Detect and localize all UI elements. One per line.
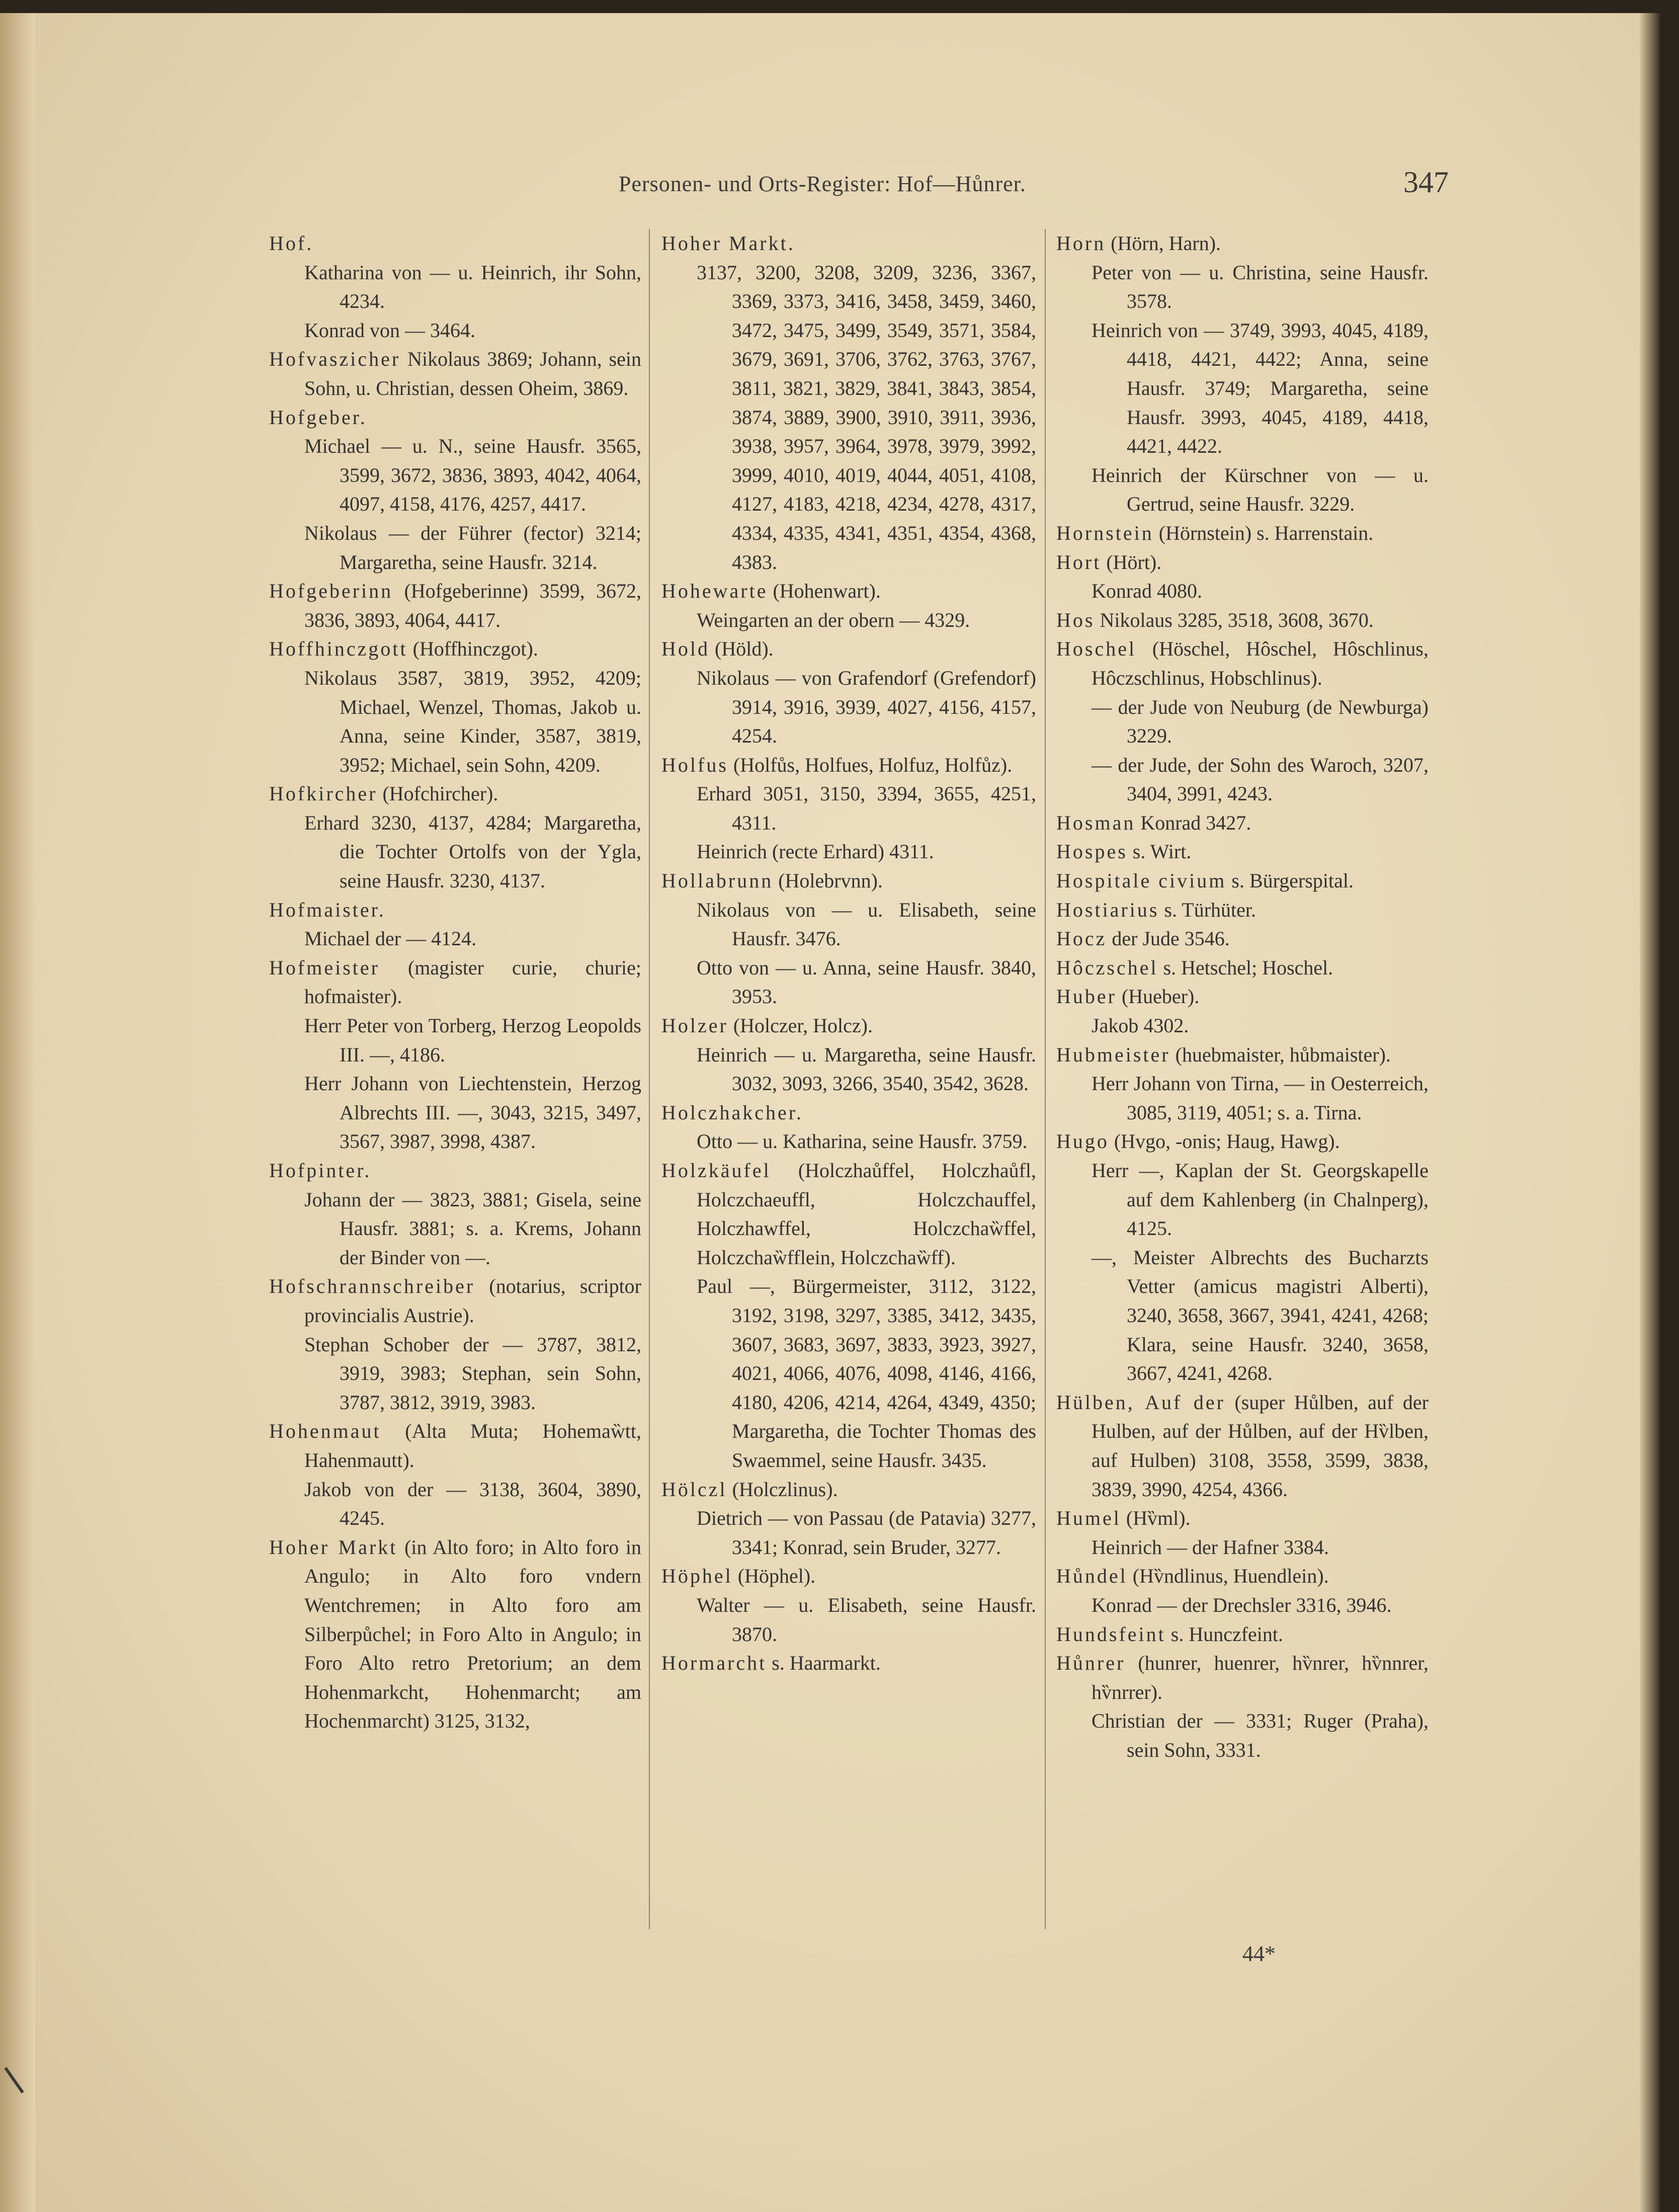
index-entry: [1056, 866, 1429, 895]
index-entry: [1056, 1040, 1429, 1070]
index-entry: [1056, 895, 1429, 925]
index-subentry: Herr Johann von Liechtenstein, Herzog Albrechts III. —, 3043, 3215, 3497, 3567, 3987, 3998, 4387.: [304, 1072, 641, 1153]
index-subentry: Michael der — 4124.: [304, 927, 477, 950]
entry-text: (Hueber).: [1116, 985, 1200, 1008]
index-entry: [661, 577, 1036, 606]
entry-headword: Hort: [1056, 550, 1102, 574]
entry-text: s. Bürgerspital.: [1226, 869, 1354, 892]
entry-headword: Holzkäufel: [661, 1159, 771, 1182]
index-entry: [1056, 229, 1429, 258]
index-subentry: Stephan Schober der — 3787, 3812, 3919, 3983; Stephan, sein Sohn, 3787, 3812, 3919, 3983.: [304, 1333, 641, 1414]
entry-text: (hunrer, huenrer, hv̏nrer, hv̏nnrer, hv̏nrrer).: [1092, 1652, 1429, 1703]
signature-mark: 44*: [1242, 1941, 1276, 1966]
entry-headword: Hůnrer: [1056, 1652, 1126, 1675]
entry-text: s. Haarmarkt.: [767, 1652, 881, 1675]
index-entry: [1056, 1127, 1429, 1156]
entry-text: (Hofchircher).: [377, 782, 498, 805]
index-entry: [269, 345, 641, 402]
index-subentry: Nikolaus 3587, 3819, 3952, 4209; Michael, Wenzel, Thomas, Jakob u. Anna, seine Kinder, 3587, 3819, 3952; Michael, sein Sohn, 4209.: [304, 666, 641, 776]
entry-headword: Hofkircher: [269, 782, 378, 805]
entry-headword: Hofgeberinn: [269, 580, 393, 603]
index-entry: [661, 634, 1036, 664]
entry-text: (Hv̏ml).: [1121, 1507, 1191, 1530]
entry-headword: Hoher Markt.: [661, 232, 795, 255]
entry-headword: Hospitale civium: [1056, 869, 1227, 892]
entry-headword: Hostiarius: [1056, 898, 1159, 921]
index-entry: [661, 1011, 1036, 1040]
entry-headword: Hubmeister: [1056, 1043, 1170, 1066]
index-entry: [269, 895, 641, 925]
entry-headword: Huber: [1056, 985, 1117, 1008]
index-entry: [1056, 1562, 1429, 1591]
index-subentry: Heinrich von — 3749, 3993, 4045, 4189, 4418, 4421, 4422; Anna, seine Hausfr. 3749; Margaretha, seine Hausfr. 3993, 4045, 4189, 4418, 4421, 4422.: [1092, 318, 1429, 458]
entry-text: (Holczhaůffel, Holczhaůfl, Holczchaeuffl, Holczchauffel, Holczhawffel, Holczchaw̏ffel, Holczchaw̏fflein, Holczchaw̏ff).: [697, 1159, 1036, 1269]
index-subentry: Heinrich der Kürschner von — u. Gertrud, seine Hausfr. 3229.: [1092, 463, 1429, 516]
entry-text: (notarius, scriptor provincialis Austrie).: [304, 1275, 641, 1327]
entry-text: (Hört).: [1101, 550, 1162, 574]
index-subentry: — der Jude, der Sohn des Waroch, 3207, 3404, 3991, 4243.: [1092, 753, 1429, 805]
index-entry: [269, 634, 641, 664]
index-subentry: 3137, 3200, 3208, 3209, 3236, 3367, 3369, 3373, 3416, 3458, 3459, 3460, 3472, 3475, 3499, 3549, 3571, 3584, 3679, 3691, 3706, 3762, 3763, 3767, 3811, 3821, 3829, 3841, 3843, 3854, 3874, 3889, 3900, 3910, 3911, 3936, 3938, 3957, 3964, 3978, 3979, 3992, 3999, 4010, 4019, 4044, 4051, 4108, 4127, 4183, 4218, 4234, 4278, 4317, 4334, 4335, 4341, 4351, 4354, 4368, 4383.: [697, 261, 1036, 574]
entry-headword: Hold: [661, 637, 710, 661]
entry-text: der Jude 3546.: [1107, 927, 1230, 950]
index-subentry: Walter — u. Elisabeth, seine Hausfr. 3870.: [697, 1593, 1036, 1646]
entry-headword: Hůndel: [1056, 1565, 1128, 1588]
entry-text: (Höld).: [710, 637, 774, 661]
entry-headword: Hülben, Auf der: [1056, 1390, 1225, 1414]
entry-text: s. Türhüter.: [1159, 898, 1256, 921]
entry-headword: Hôczschel: [1056, 956, 1158, 979]
index-subentry: Paul —, Bürgermeister, 3112, 3122, 3192, 3198, 3297, 3385, 3412, 3435, 3607, 3683, 3697, 3833, 3923, 3927, 4021, 4066, 4076, 4098, 4146, 4166, 4180, 4206, 4214, 4264, 4349, 4350; Margaretha, die Tochter Thomas des Swaemmel, seine Hausfr. 3435.: [697, 1275, 1036, 1471]
entry-headword: Hohenmaut: [269, 1420, 381, 1443]
index-column-2: [661, 229, 1036, 1678]
entry-text: Konrad 3427.: [1135, 811, 1251, 834]
entry-headword: Hocz: [1056, 927, 1107, 950]
index-entry: [1056, 924, 1429, 953]
index-entry: [269, 1417, 641, 1474]
entry-text: (Hoffhinczgot).: [407, 637, 538, 661]
index-subentry: Erhard 3230, 4137, 4284; Margaretha, die Tochter Ortolfs von der Ygla, seine Hausfr. 3230, 4137.: [304, 811, 641, 892]
entry-headword: Hof.: [269, 232, 314, 255]
index-entry: [1056, 808, 1429, 838]
index-subentry: Katharina von — u. Heinrich, ihr Sohn, 4234.: [304, 261, 641, 313]
index-subentry: Dietrich — von Passau (de Patavia) 3277, 3341; Konrad, sein Bruder, 3277.: [697, 1507, 1036, 1559]
index-entry: [1056, 519, 1429, 548]
index-subentry: Konrad von — 3464.: [304, 318, 475, 342]
entry-headword: Hohewarte: [661, 580, 768, 603]
entry-headword: Humel: [1056, 1507, 1121, 1530]
entry-text: (Höphel).: [732, 1565, 816, 1588]
index-subentry: Nikolaus von — u. Elisabeth, seine Hausfr. 3476.: [697, 898, 1036, 950]
entry-headword: Hormarcht: [661, 1652, 767, 1675]
entry-headword: Hollabrunn: [661, 869, 774, 892]
index-column-3: [1056, 229, 1429, 1764]
index-entry: [269, 1533, 641, 1736]
entry-headword: Hoffhinczgott: [269, 637, 408, 661]
entry-headword: Hofmaister.: [269, 898, 386, 921]
entry-text: (Hörn, Harn).: [1106, 232, 1221, 255]
index-entry: [661, 1156, 1036, 1272]
index-subentry: Christian der — 3331; Ruger (Praha), sein Sohn, 3331.: [1092, 1709, 1429, 1761]
entry-headword: Horn: [1056, 232, 1106, 255]
entry-text: (magister curie, churie; hofmaister).: [304, 956, 641, 1008]
index-subentry: Heinrich — der Hafner 3384.: [1092, 1535, 1329, 1559]
entry-headword: Hundsfeint: [1056, 1622, 1166, 1646]
entry-headword: Hornstein: [1056, 521, 1154, 544]
index-entry: [1056, 606, 1429, 635]
index-entry: [661, 1098, 1036, 1127]
entry-headword: Hofgeber.: [269, 405, 367, 429]
index-entry: [1056, 953, 1429, 982]
index-subentry: Nikolaus — von Grafendorf (Grefendorf) 3914, 3916, 3939, 4027, 4156, 4157, 4254.: [697, 666, 1036, 748]
index-entry: [269, 403, 641, 432]
entry-headword: Hofvaszicher: [269, 348, 401, 371]
index-entry: [1056, 1388, 1429, 1504]
index-subentry: Jakob von der — 3138, 3604, 3890, 4245.: [304, 1478, 641, 1530]
index-entry: [269, 229, 641, 258]
entry-text: (in Alto foro; in Alto foro in Angulo; in Alto foro vndern Wentchremen; in Alto foro am Silberpůchel; in Foro Alto in Angulo; in Foro Alto retro Pretorium; an dem Hohenmarkcht, Hohenmarcht; am Hochenmarcht) 3125, 3132,: [304, 1535, 641, 1733]
entry-text: (Hofgeberinne) 3599, 3672, 3836, 3893, 4064, 4417.: [304, 580, 641, 631]
entry-text: Nikolaus 3285, 3518, 3608, 3670.: [1095, 608, 1374, 631]
page-spine-shadow: [0, 13, 35, 2212]
index-entry: [1056, 634, 1429, 692]
index-entry: [269, 953, 641, 1011]
index-subentry: Erhard 3051, 3150, 3394, 3655, 4251, 4311.: [697, 782, 1036, 834]
entry-text: (Holebrvnn).: [773, 869, 883, 892]
entry-text: (Hohenwart).: [768, 580, 881, 603]
index-subentry: Konrad — der Drechsler 3316, 3946.: [1092, 1593, 1392, 1616]
index-subentry: Michael — u. N., seine Hausfr. 3565, 3599, 3672, 3836, 3893, 4042, 4064, 4097, 4158, 4176, 4257, 4417.: [304, 435, 641, 516]
index-subentry: Konrad 4080.: [1092, 580, 1202, 603]
entry-text: (super Hůlben, auf der Hulben, auf der Hůlben, auf der Hv̏lben, auf Hulben) 3108, 3558, 3599, 3838, 3839, 3990, 4254, 4366.: [1092, 1390, 1429, 1501]
index-entry: [269, 577, 641, 634]
entry-headword: Hosman: [1056, 811, 1136, 834]
index-entry: [661, 1562, 1036, 1591]
index-entry: [269, 779, 641, 808]
index-subentry: Johann der — 3823, 3881; Gisela, seine Hausfr. 3881; s. a. Krems, Johann der Binder von —.: [304, 1188, 641, 1269]
entry-headword: Hofpinter.: [269, 1159, 372, 1182]
entry-text: (Holczer, Holcz).: [728, 1014, 873, 1037]
index-entry: [661, 229, 1036, 258]
index-subentry: —, Meister Albrechts des Bucharzts Vetter (amicus magistri Alberti), 3240, 3658, 3667, 3941, 4241, 4268; Klara, seine Hausfr. 3240, 3658, 3667, 4241, 4268.: [1092, 1246, 1429, 1385]
entry-headword: Hoschel: [1056, 637, 1137, 661]
entry-text: (Holczlinus).: [727, 1478, 838, 1501]
index-subentry: Heinrich — u. Margaretha, seine Hausfr. 3032, 3093, 3266, 3540, 3542, 3628.: [697, 1043, 1036, 1095]
index-subentry: Nikolaus — der Führer (fector) 3214; Margaretha, seine Hausfr. 3214.: [304, 521, 641, 574]
entry-text: (Hvgo, -onis; Haug, Hawg).: [1109, 1130, 1340, 1153]
entry-text: s. Hetschel; Hoschel.: [1158, 956, 1333, 979]
entry-text: (Höschel, Hôschel, Hôschlinus, Hôczschlinus, Hobschlinus).: [1092, 637, 1429, 689]
page-number: 347: [1403, 166, 1449, 199]
index-subentry: Otto — u. Katharina, seine Hausfr. 3759.: [697, 1130, 1028, 1153]
index-subentry: Jakob 4302.: [1092, 1014, 1189, 1037]
entry-headword: Hoher Markt: [269, 1535, 398, 1559]
entry-headword: Holzer: [661, 1014, 728, 1037]
page-edge-shadow: [1640, 13, 1660, 2212]
entry-text: (Hörnstein) s. Harrenstain.: [1153, 521, 1374, 544]
index-entry: [269, 1156, 641, 1185]
index-subentry: Peter von — u. Christina, seine Hausfr. 3578.: [1092, 261, 1429, 313]
index-entry: [1056, 1504, 1429, 1533]
index-entry: [661, 1475, 1036, 1504]
index-entry: [1056, 548, 1429, 577]
entry-text: Nikolaus 3869; Johann, sein Sohn, u. Christian, dessen Oheim, 3869.: [304, 348, 641, 399]
entry-headword: Holczhakcher.: [661, 1101, 803, 1124]
index-subentry: Weingarten an der obern — 4329.: [697, 608, 970, 631]
entry-headword: Hos: [1056, 608, 1095, 631]
index-entry: [1056, 982, 1429, 1011]
index-subentry: — der Jude von Neuburg (de Newburga) 3229.: [1092, 695, 1429, 748]
entry-text: (huebmaister, hůbmaister).: [1170, 1043, 1391, 1066]
index-subentry: Herr Johann von Tirna, — in Oesterreich, 3085, 3119, 4051; s. a. Tirna.: [1092, 1072, 1429, 1124]
index-subentry: Otto von — u. Anna, seine Hausfr. 3840, 3953.: [697, 956, 1036, 1008]
entry-headword: Höphel: [661, 1565, 733, 1588]
index-column-1: [269, 229, 641, 1736]
entry-headword: Holfus: [661, 753, 728, 776]
index-entry: [1056, 1649, 1429, 1706]
running-header: Personen- und Orts-Register: Hof—Hůnrer.: [619, 172, 1026, 196]
entry-text: s. Hunczfeint.: [1165, 1622, 1284, 1646]
index-subentry: Herr Peter von Torberg, Herzog Leopolds III. —, 4186.: [304, 1014, 641, 1066]
index-subentry: Heinrich (recte Erhard) 4311.: [697, 840, 934, 863]
entry-headword: Hugo: [1056, 1130, 1109, 1153]
index-entry: [1056, 1620, 1429, 1649]
entry-headword: Hospes: [1056, 840, 1128, 863]
index-subentry: Herr —, Kaplan der St. Georgskapelle auf dem Kahlenberg (in Chalnperg), 4125.: [1092, 1159, 1429, 1240]
entry-text: s. Wirt.: [1127, 840, 1192, 863]
column-divider: [1045, 229, 1046, 1929]
entry-headword: Hölczl: [661, 1478, 727, 1501]
entry-headword: Hofmeister: [269, 956, 380, 979]
index-entry: [661, 866, 1036, 895]
index-entry: [269, 1272, 641, 1330]
column-divider: [649, 229, 650, 1929]
index-entry: [661, 1649, 1036, 1678]
entry-headword: Hofschrannschreiber: [269, 1275, 475, 1298]
entry-text: (Alta Muta; Hohemaw̏tt, Hahenmautt).: [304, 1420, 641, 1471]
index-entry: [1056, 837, 1429, 866]
entry-text: (Hv̏ndlinus, Huendlein).: [1127, 1565, 1329, 1588]
entry-text: (Holfůs, Holfues, Holfuz, Holfůz).: [728, 753, 1013, 776]
index-entry: [661, 751, 1036, 780]
